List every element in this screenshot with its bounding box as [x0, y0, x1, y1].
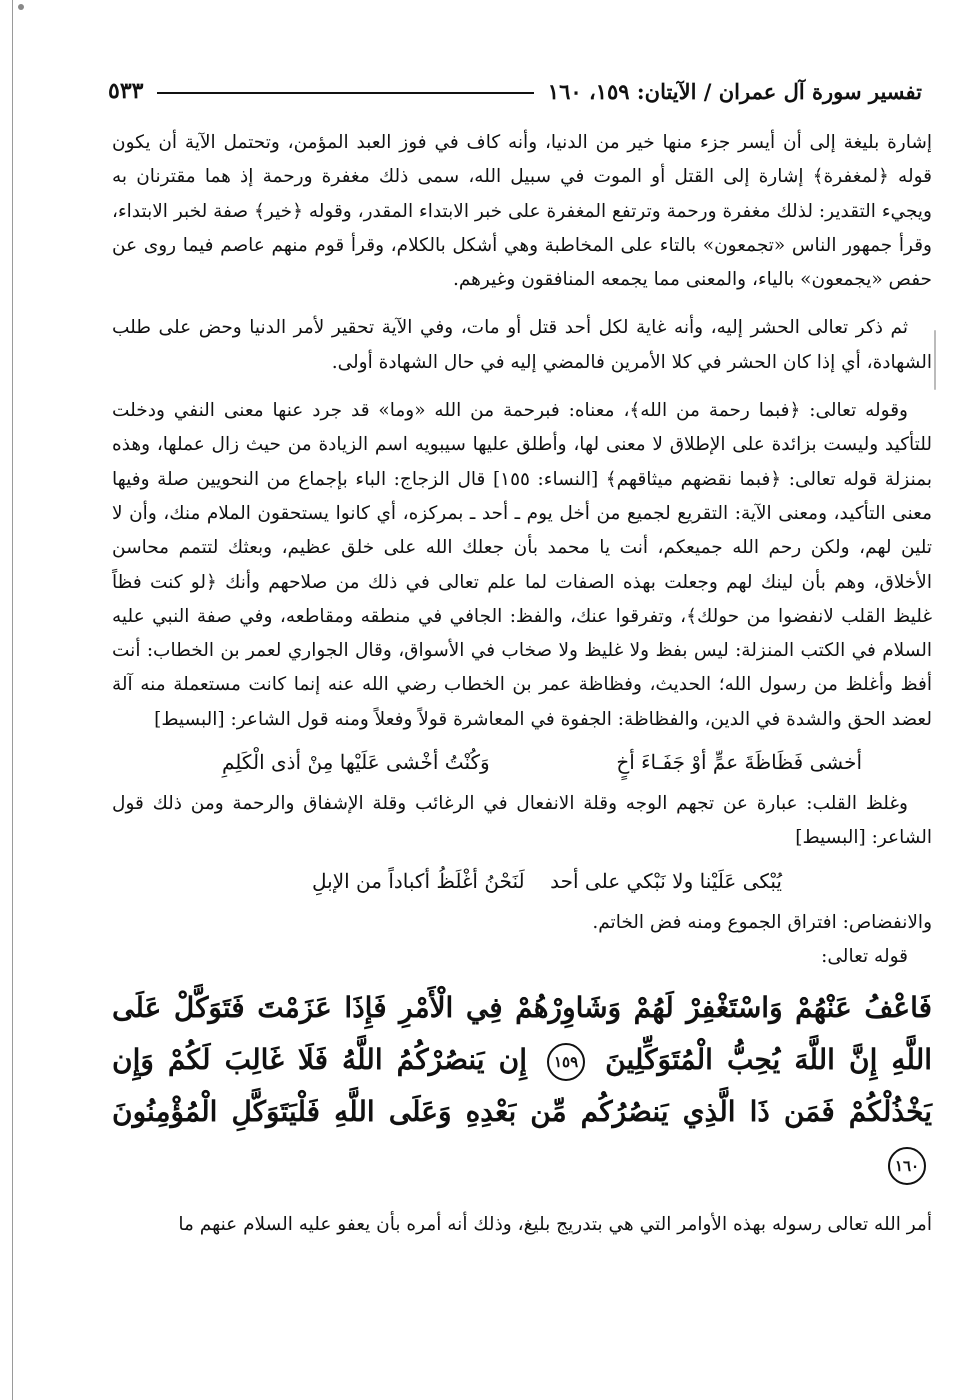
quran-verses: [112, 982, 932, 1190]
quran-verse-160: إِن يَنصُرْكُمُ اللَّهُ فَلَا غَالِبَ لَكُمْ وَإِن يَخْذُلْكُمْ فَمَن ذَا الَّذِي يَنصُرُكُم مِّن بَعْدِهِ وَعَلَى اللَّهِ فَلْيَتَوَكَّلِ الْمُؤْمِنُونَ: [112, 1043, 932, 1129]
paragraph-7: أمر الله تعالى رسوله بهذه الأوامر التي هي بتدريج بليغ، وذلك أنه أمره بأن يعفو عليه السلام عنهم ما: [178, 1214, 932, 1236]
paragraph-3: وقوله تعالى: ﴿فبما رحمة من الله﴾، معناه: فبرحمة من الله «وما» قد جرد عنها معنى النفي ودخلت للتأكيد وليست بزائدة على الإطلاق لا معنى لها، وأطلق عليها سيبويه اسم الزيادة من حيث زال عملها، وهذه بمنزلة قوله تعالى: ﴿فبما نقضهم ميثاقهم﴾ [النساء: ١٥٥] قال الزجاج: الباء بإجماع من النحويين صلة وفيها معنى التأكيد، ومعنى الآية: التقريع لجميع من أخل يوم ـ أحد ـ بمركزه، أي كانوا يستحقون الملام منك، وأن لا تلين لهم، ولكن رحم الله جميعكم، أنت يا محمد بأن جعلك الله على خلق عظيم، وبعثك لتتمم محاسن الأخلاق، وهم بأن لينك لهم وجعلت بهذه الصفات لما علم تعالى في ذلك من صلاحهم وأنك ﴿لو كنت فظاً غليظ القلب لانفضوا من حولك﴾، وتفرقوا عنك، والفظ: الجافي في منطقه ومقاطعه، وفي صفة النبي عليه السلام في الكتب المنزلة: ليس بفظ ولا غليظ ولا صخاب في الأسواق، وقال الجواري لعمر بن الخطاب: أنت أفظ وأغلظ من رسول الله؛ الحديث، وفظاظة عمر بن الخطاب رضي الله عنه إنما كانت مستعملة منه آلة لعضد الحق والشدة في الدين، والفظاظة: الجفوة في المعاشرة قولاً وفعلاً ومنه قول الشاعر: [البسيط]: [112, 400, 932, 730]
poem-2-hemistich-left: لَنَحْنُ أغْلَظُ أكباداً من الإبلِ: [312, 868, 525, 893]
scan-mark: [934, 330, 936, 390]
ayah-number-160: ١٦٠: [888, 1147, 926, 1185]
paragraph-4: وغلظ القلب: عبارة عن تجهم الوجه وقلة الانفعال في الرغائب وقلة الإشفاق والرحمة ومن ذلك قول الشاعر: [البسيط]: [112, 793, 932, 849]
page-number: ٥٣٣: [108, 78, 144, 104]
main-text: [112, 126, 932, 1243]
running-title: تفسير سورة آل عمران / الآيتان: ١٥٩، ١٦٠: [547, 78, 922, 104]
header-rule: [157, 92, 533, 94]
paragraph-2: ثم ذكر تعالى الحشر إليه، وأنه غاية لكل أحد قتل أو مات، وفي الآية تحقير لأمر الدنيا وحض على طلب الشهادة، أي إذا كان الحشر في كلا الأمرين فالمضي إليه في حال الشهادة أولى.: [112, 317, 932, 373]
ayah-number-159: ١٥٩: [547, 1043, 585, 1081]
quran-verse-159: فَاعْفُ عَنْهُمْ وَاسْتَغْفِرْ لَهُمْ وَشَاوِرْهُمْ فِي الْأَمْرِ فَإِذَا عَزَمْتَ فَتَوَكَّلْ عَلَى اللَّهِ إِنَّ اللَّهَ يُحِبُّ الْمُتَوَكِّلِينَ: [112, 991, 933, 1077]
paragraph-5: والانفضاص: افتراق الجموع ومنه فض الخاتم.: [592, 911, 932, 933]
page-header: [108, 74, 922, 108]
scan-edge-line: [12, 0, 13, 1400]
paragraph-1: إشارة بليغة إلى أن أيسر جزء منها خير من الدنيا، وأنه كاف في فوز العبد المؤمن، وتحتمل الآية أن يكون قوله ﴿لمغفرة﴾ إشارة إلى القتل أو الموت في سبيل الله، سمى ذلك مغفرة ورحمة إذ هما مقترنان به ويجيء التقدير: لذلك مغفرة ورحمة وترتفع المغفرة على خبر الابتداء المقدر، وقوله ﴿خير﴾ صفة لخبر الابتداء، وقرأ جمهور الناس «تجمعون» بالتاء على المخاطبة وهي أشكل بالكلام، وقرأ قوم منهم عاصم فيما روى عن حفص «يجمعون» بالياء، والمعنى مما يجمعه المنافقون وغيرهم.: [112, 132, 932, 291]
poem-verse-2: [312, 862, 782, 900]
scan-speck: [18, 4, 24, 10]
poem-verse-1: [222, 743, 862, 781]
poem-1-hemistich-left: وَكُنْتُ أخْشى عَلَيْها مِنْ أذى الْكَلِمِ: [222, 750, 490, 775]
poem-1-hemistich-right: أخشى فَظَاظَةَ عمٍّ أوْ جَفَـاءَ أخٍ: [616, 750, 862, 775]
poem-2-hemistich-right: يُبْكى عَلَيْنا ولا نَبْكي على أحد: [550, 868, 782, 893]
paragraph-6: قوله تعالى:: [821, 945, 908, 967]
